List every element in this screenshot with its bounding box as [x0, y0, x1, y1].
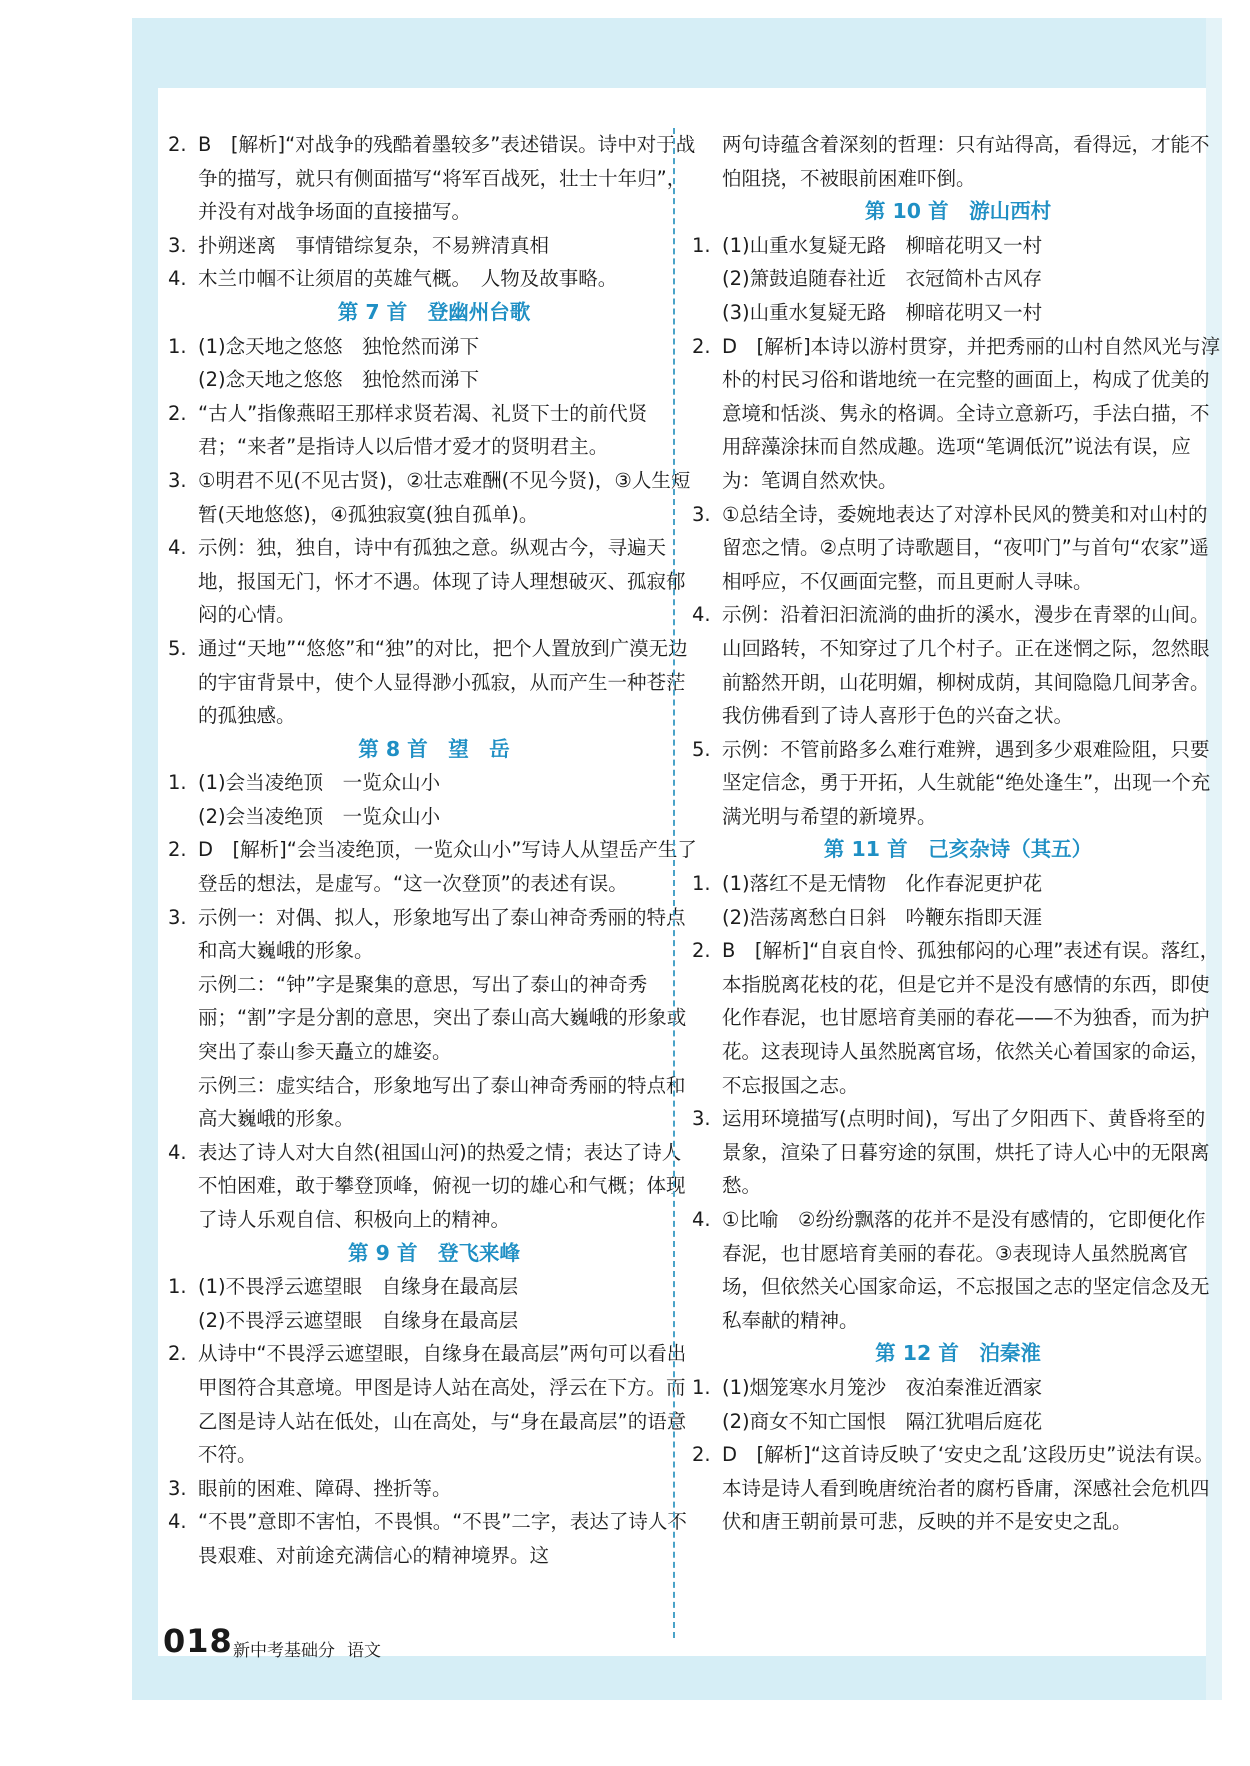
answer-text: (3)山重水复疑无路 柳暗花明又一村 [722, 300, 1043, 324]
answer-text: (2)商女不知亡国恨 隔江犹唱后庭花 [722, 1409, 1043, 1433]
answer-number: 4. [168, 267, 187, 291]
answer-text: (1)山重水复疑无路 柳暗花明又一村 [722, 233, 1043, 257]
answer-item [692, 934, 1224, 1102]
answer-text: 示例：沿着汩汩流淌的曲折的溪水，漫步在青翠的山间。山回路转，不知穿过了几个村子。正在迷惘之际，忽然眼前豁然开朗，山花明媚，柳树成荫，其间隐隐几间茅舍。我仿佛看到了诗人喜形于色的兴奋之状。 [722, 603, 1210, 728]
section-7-answers [168, 330, 700, 733]
section-title: 第 10 首 游山西村 [864, 199, 1052, 224]
answer-number: 3. [168, 233, 187, 257]
answer-text: 从诗中“不畏浮云遮望眼，自缘身在最高层”两句可以看出甲图符合其意境。甲图是诗人站在高处，浮云在下方。而乙图是诗人站在低处，山在高处，与“身在最高层”的语意不符。 [198, 1342, 687, 1467]
answer-number: 2. [168, 838, 187, 862]
answer-text: ①总结全诗，委婉地表达了对淳朴民风的赞美和对山村的留恋之情。②点明了诗歌题目，“夜叩门”与首句“农家”遥相呼应，不仅画面完整，而且更耐人寻味。 [722, 502, 1209, 593]
page-frame-top [132, 18, 1222, 88]
answer-item [692, 598, 1224, 732]
answer-item [692, 1438, 1224, 1539]
answer-text: (1)烟笼寒水月笼沙 夜泊秦淮近酒家 [722, 1375, 1043, 1399]
answer-number: 3. [168, 905, 187, 929]
answer-item [168, 1472, 700, 1506]
answer-number: 1. [692, 233, 711, 257]
section-11-answers [692, 867, 1224, 1337]
answer-text: (1)会当凌绝顶 一览众山小 [198, 771, 441, 795]
answer-item [168, 1270, 700, 1337]
answer-text: 木兰巾帼不让须眉的英雄气概。 人物及故事略。 [198, 267, 618, 291]
answer-number: 3. [692, 1107, 711, 1131]
section-6-answers [168, 128, 700, 296]
section-title: 第 11 首 己亥杂诗（其五） [823, 837, 1093, 862]
answer-text: ①比喻 ②纷纷飘落的花并不是没有感情的，它即便化作春泥，也甘愿培育美丽的春花。③表现诗人虽然脱离官场，但依然关心国家命运，不忘报国之志的坚定信念及无私奉献的精神。 [722, 1208, 1210, 1332]
answer-number: 2. [168, 1342, 187, 1366]
answer-text: 眼前的困难、障碍、挫折等。 [198, 1476, 452, 1500]
answer-text: (2)会当凌绝顶 一览众山小 [198, 804, 441, 828]
answer-item [168, 632, 700, 733]
section-8-answers [168, 766, 700, 1236]
answer-text: 扑朔迷离 事情错综复杂，不易辨清真相 [198, 233, 550, 257]
answer-number: 1. [168, 771, 187, 795]
section-10-answers [692, 229, 1224, 834]
answer-number: 2. [168, 133, 187, 156]
answer-number: 1. [168, 1275, 187, 1299]
answer-item [168, 833, 700, 900]
answer-item [168, 531, 700, 632]
section-title: 第 7 首 登幽州台歌 [337, 299, 531, 324]
answer-item [168, 901, 700, 1136]
answer-item [692, 498, 1224, 599]
answer-number: 1. [692, 1375, 711, 1399]
subject-label: 语文 [347, 1641, 381, 1661]
answer-item [692, 1371, 1224, 1438]
answer-text: “古人”指像燕昭王那样求贤若渴、礼贤下士的前代贤君；“来者”是指诗人以后惜才爱才的贤明君主。 [198, 401, 648, 459]
answer-number: 1. [168, 334, 187, 358]
answer-item [168, 1505, 700, 1572]
section-title: 第 12 首 泊秦淮 [875, 1341, 1041, 1366]
answer-text: (2)浩荡离愁白日斜 吟鞭东指即天涯 [722, 905, 1043, 929]
answer-item [692, 733, 1224, 834]
answer-number: 1. [692, 872, 711, 896]
page-frame-bottom [132, 1656, 1222, 1700]
continued-answer [692, 128, 1224, 195]
answer-number: 4. [168, 1510, 187, 1534]
page-number: 018 [163, 1622, 233, 1660]
book-title: 新中考基础分 [233, 1641, 335, 1661]
answer-number: 4. [692, 603, 711, 627]
answer-item [168, 1136, 700, 1237]
answer-number: 3. [168, 1476, 187, 1500]
section-title: 第 9 首 登飞来峰 [347, 1240, 521, 1265]
answer-text: (1)落红不是无情物 化作春泥更护花 [722, 872, 1043, 896]
answer-number: 2. [692, 1443, 711, 1467]
answer-number: 2. [168, 401, 187, 425]
section-9-answers [168, 1270, 700, 1572]
section-title: 第 8 首 望 岳 [358, 736, 510, 761]
answer-text: 示例一：对偶、拟人，形象地写出了泰山神奇秀丽的特点和高大巍峨的形象。 [198, 905, 686, 963]
answer-item [168, 229, 700, 263]
answer-item [168, 128, 700, 229]
answer-number: 2. [692, 939, 711, 963]
answer-item [168, 330, 700, 397]
answer-item [168, 766, 700, 833]
answer-text: (2)箫鼓追随春社近 衣冠简朴古风存 [722, 267, 1043, 291]
answer-number: 3. [692, 502, 711, 526]
answer-text: D [解析]“会当凌绝顶，一览众山小”写诗人从望岳产生了登岳的想法，是虚写。“这一次登顶”的表述有误。 [198, 838, 697, 896]
answer-text: 示例：不管前路多么难行难辨，遇到多少艰难险阻，只要坚定信念，勇于开拓，人生就能“绝处逢生”，出现一个充满光明与希望的新境界。 [722, 737, 1211, 828]
answer-item [168, 397, 700, 464]
answer-text: (2)念天地之悠悠 独怆然而涕下 [198, 368, 480, 392]
answer-item [168, 464, 700, 531]
answer-item [168, 262, 700, 296]
answer-text: 运用环境描写(点明时间)，写出了夕阳西下、黄昏将至的景象，渲染了日暮穷途的氛围，烘托了诗人心中的无限离愁。 [722, 1107, 1210, 1198]
right-column [692, 128, 1224, 1539]
answer-text: (1)念天地之悠悠 独怆然而涕下 [198, 334, 480, 358]
answer-number: 5. [168, 636, 187, 660]
answer-item [692, 1102, 1224, 1203]
answer-text: 两句诗蕴含着深刻的哲理：只有站得高，看得远，才能不怕阻挠，不被眼前困难吓倒。 [722, 133, 1210, 190]
section-12-answers [692, 1371, 1224, 1539]
column-divider [673, 128, 675, 1638]
left-column [168, 128, 700, 1573]
answer-item [692, 229, 1224, 330]
answer-text: D [解析]“这首诗反映了‘安史之乱’这段历史”说法有误。本诗是诗人看到晚唐统治者的腐朽昏庸，深感社会危机四伏和唐王朝前景可悲，反映的并不是安史之乱。 [722, 1443, 1214, 1534]
answer-text: 示例：独，独自，诗中有孤独之意。纵观古今，寻遍天地，报国无门，怀才不遇。体现了诗人理想破灭、孤寂郁闷的心情。 [198, 536, 686, 627]
answer-text: B [解析]“自哀自怜、孤独郁闷的心理”表述有误。落红，本指脱离花枝的花，但是它并不是没有感情的东西，即使化作春泥，也甘愿培育美丽的春花——不为独香，而为护花。这表现诗人虽然脱离官场，依然关心着国家的命运，不忘报国之志。 [722, 939, 1220, 1097]
answer-number: 3. [168, 468, 187, 492]
answer-text: 示例二：“钟”字是聚集的意思，写出了泰山的神奇秀丽；“割”字是分割的意思，突出了泰山高大巍峨的形象或突出了泰山参天矗立的雄姿。 [198, 972, 687, 1064]
answer-text: 通过“天地”“悠悠”和“独”的对比，把个人置放到广漠无边的宇宙背景中，使个人显得渺小孤寂，从而产生一种苍茫的孤独感。 [198, 636, 688, 728]
answer-number: 5. [692, 737, 711, 761]
answer-text: (2)不畏浮云遮望眼 自缘身在最高层 [198, 1308, 519, 1332]
answer-number: 4. [168, 1140, 187, 1164]
answer-number: 4. [168, 536, 187, 560]
answer-text: 表达了诗人对大自然(祖国山河)的热爱之情；表达了诗人不怕困难，敢于攀登顶峰，俯视一切的雄心和气概；体现了诗人乐观自信、积极向上的精神。 [198, 1140, 686, 1231]
answer-text: “不畏”意即不害怕，不畏惧。“不畏”二字，表达了诗人不畏艰难、对前途充满信心的精神境界。这 [198, 1510, 687, 1567]
answer-number: 2. [692, 334, 711, 358]
answer-item [692, 330, 1224, 498]
answer-item [692, 867, 1224, 934]
answer-item [168, 1337, 700, 1471]
page-frame-left [132, 18, 158, 1683]
answer-text: 示例三：虚实结合，形象地写出了泰山神奇秀丽的特点和高大巍峨的形象。 [198, 1073, 686, 1131]
answer-number: 4. [692, 1208, 711, 1231]
answer-text: ①明君不见(不见古贤)，②壮志难酬(不见今贤)，③人生短暂(天地悠悠)，④孤独寂寞(独自孤单)。 [198, 468, 691, 526]
answer-text: D [解析]本诗以游村贯穿，并把秀丽的山村自然风光与淳朴的村民习俗和谐地统一在完整的画面上，构成了优美的意境和恬淡、隽永的格调。全诗立意新巧，手法白描，不用辞藻涂抹而自然成趣。选项“笔调低沉”说法有误，应为：笔调自然欢快。 [722, 334, 1221, 492]
answer-text: (1)不畏浮云遮望眼 自缘身在最高层 [198, 1275, 519, 1299]
answer-item [692, 1203, 1224, 1337]
answer-text: B [解析]“对战争的残酷着墨较多”表述错误。诗中对于战争的描写，就只有侧面描写“将军百战死，壮士十年归”，并没有对战争场面的直接描写。 [198, 133, 696, 224]
